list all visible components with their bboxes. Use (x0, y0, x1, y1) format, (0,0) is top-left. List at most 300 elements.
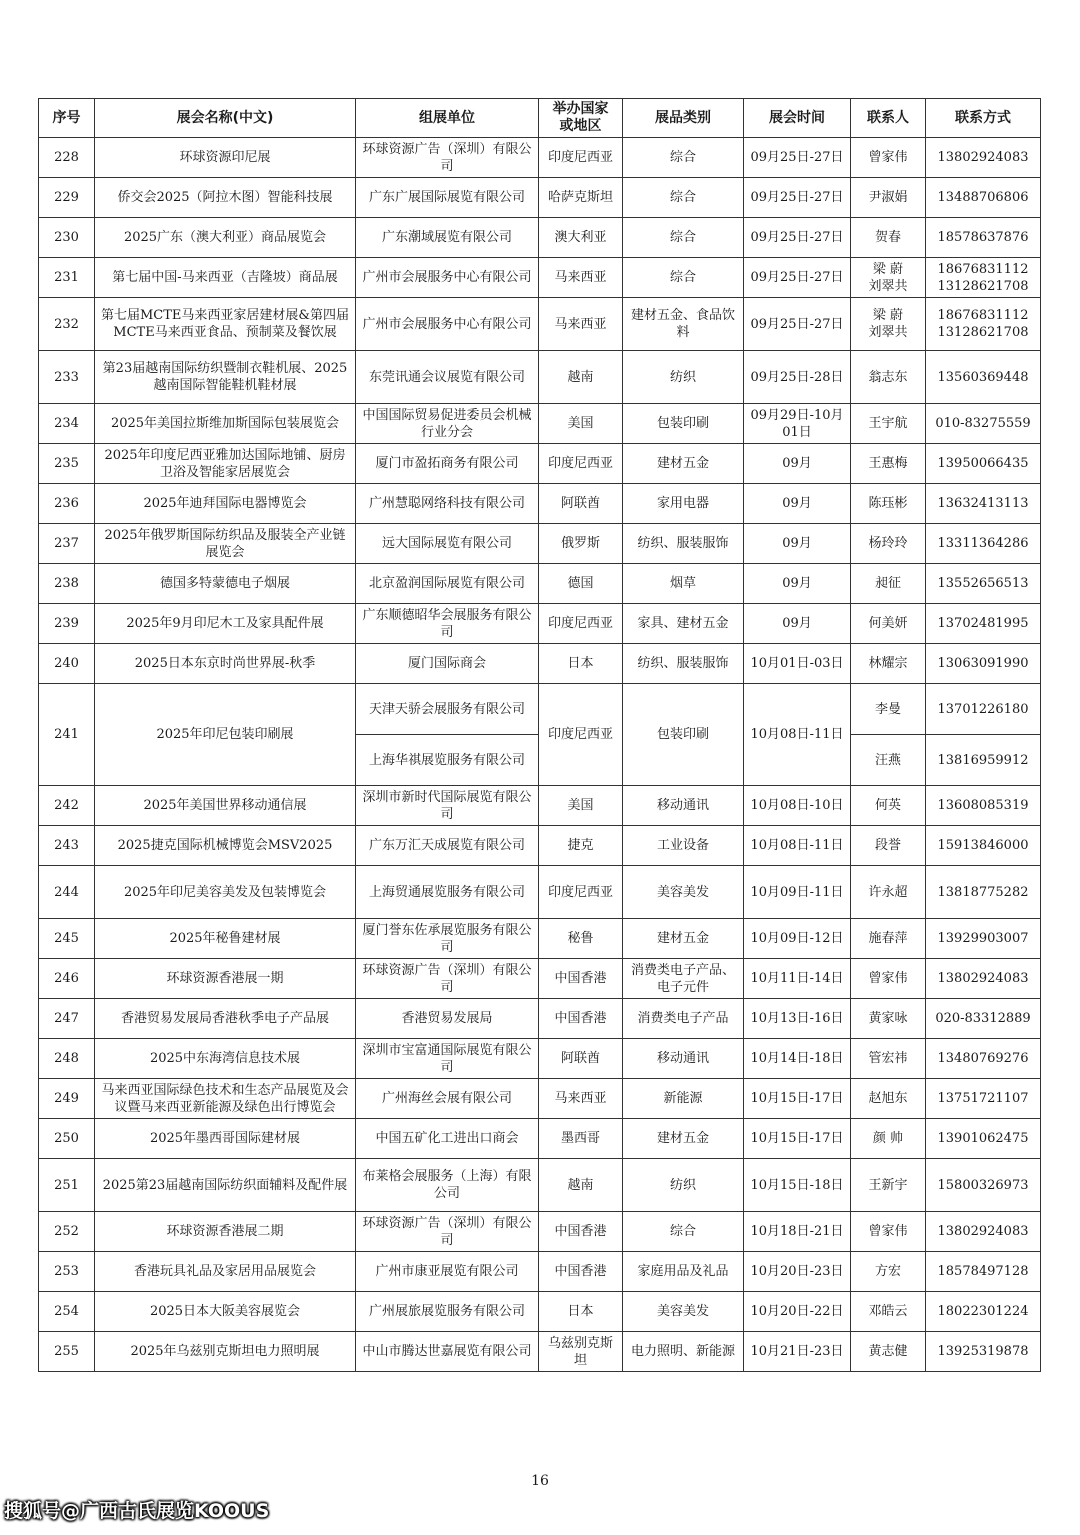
cell-date (744, 959, 851, 999)
cell-date-text: 10月11日-14日 (750, 971, 844, 986)
cell-seq: 244 (39, 866, 95, 919)
cell-country-text: 乌兹别克斯坦 (547, 1335, 613, 1368)
cell-country-text: 日本 (567, 656, 594, 671)
cell-category-text: 纺织、服装服饰 (637, 536, 729, 551)
cell-organizer (356, 1039, 539, 1079)
cell-name-text: 2025年墨西哥国际建材展 (149, 1131, 301, 1146)
cell-contact-text: 施春萍 (868, 931, 908, 946)
cell-country (539, 178, 623, 218)
cell-name (95, 178, 356, 218)
cell-category (623, 786, 744, 826)
cell-category-text: 建材五金 (656, 1131, 709, 1146)
cell-country-text: 越南 (567, 1177, 594, 1193)
cell-category-text: 包装印刷 (656, 727, 709, 742)
cell-country-text: 美国 (567, 416, 594, 431)
cell-phone (926, 444, 1041, 484)
cell-country-text: 马来西亚 (554, 270, 607, 285)
cell-organizer-text: 东莞讯通会议展览有限公司 (368, 369, 525, 385)
cell-date-text: 10月15日-18日 (750, 1177, 844, 1193)
cell-organizer (356, 684, 539, 735)
cell-contact-text: 贺春 (874, 230, 901, 245)
cell-country-text: 日本 (567, 1304, 594, 1319)
cell-phone-2 (926, 735, 1041, 786)
cell-date (744, 444, 851, 484)
cell-seq: 231 (39, 258, 95, 298)
cell-phone-text: 13701226180 (937, 701, 1029, 717)
cell-name-text: 2025捷克国际机械博览会MSV2025 (117, 838, 333, 853)
cell-phone (926, 218, 1041, 258)
table-row (39, 178, 1041, 218)
cell-phone-text: 13802924083 (937, 150, 1029, 165)
cell-country-text: 哈萨克斯坦 (547, 190, 613, 205)
cell-name-text: 香港玩具礼品及家居用品展览会 (133, 1264, 316, 1279)
cell-country-text: 捷克 (567, 838, 594, 853)
cell-seq: 232 (39, 298, 95, 351)
cell-organizer-text: 香港贸易发展局 (401, 1011, 493, 1026)
table-row (39, 604, 1041, 644)
cell-organizer (356, 404, 539, 444)
cell-organizer-text: 广州慧聪网络科技有限公司 (368, 496, 525, 511)
table-row (39, 919, 1041, 959)
cell-country-text: 阿联酋 (560, 496, 600, 511)
cell-contact-text: 王惠梅 (868, 456, 908, 471)
cell-name-text: 2025年俄罗斯国际纺织品及服装全产业链展览会 (104, 527, 346, 560)
table-row (39, 959, 1041, 999)
cell-date-text: 10月08日-11日 (750, 727, 844, 742)
cell-phone-text: 13818775282 (937, 884, 1029, 900)
cell-country (539, 684, 623, 786)
table-row (39, 444, 1041, 484)
cell-date-text: 09月25日-27日 (750, 190, 844, 205)
cell-date (744, 999, 851, 1039)
cell-date-text: 10月08日-11日 (750, 838, 844, 853)
cell-name-text: 2025年印度尼西亚雅加达国际地铺、厨房卫浴及智能家居展览会 (104, 447, 346, 480)
cell-name (95, 564, 356, 604)
cell-category (623, 826, 744, 866)
cell-date (744, 1039, 851, 1079)
cell-name-text: 马来西亚国际绿色技术和生态产品展览及会议暨马来西亚新能源及绿色出行博览会 (101, 1082, 349, 1115)
cell-seq: 243 (39, 826, 95, 866)
cell-country-text: 中国香港 (554, 971, 607, 986)
cell-country (539, 1212, 623, 1252)
header-contact: 联系人 (851, 99, 926, 138)
cell-seq: 233 (39, 351, 95, 404)
cell-date (744, 1079, 851, 1119)
cell-contact-text: 翁志东 (868, 369, 908, 385)
cell-country-text: 马来西亚 (554, 1091, 607, 1106)
cell-date (744, 484, 851, 524)
cell-country-text: 中国香港 (554, 1264, 607, 1279)
cell-category-text: 移动通讯 (656, 798, 709, 813)
cell-country (539, 1079, 623, 1119)
cell-date (744, 1332, 851, 1372)
cell-country (539, 999, 623, 1039)
cell-category-text: 纺织 (669, 1177, 696, 1193)
cell-contact-text: 段誉 (874, 838, 901, 853)
cell-category (623, 444, 744, 484)
table-row (39, 1252, 1041, 1292)
cell-contact (851, 786, 926, 826)
cell-seq: 230 (39, 218, 95, 258)
cell-date (744, 298, 851, 351)
cell-phone-text: 13608085319 (937, 798, 1029, 813)
cell-category-text: 移动通讯 (656, 1051, 709, 1066)
cell-category-text: 建材五金、食品饮料 (630, 308, 735, 340)
cell-contact (851, 1212, 926, 1252)
cell-country (539, 919, 623, 959)
cell-phone-text: 13702481995 (937, 616, 1029, 631)
cell-name-text: 2025日本大阪美容展览会 (149, 1304, 301, 1319)
cell-country (539, 1332, 623, 1372)
cell-name (95, 1252, 356, 1292)
cell-phone (926, 1159, 1041, 1212)
cell-contact-text: 昶征 (874, 576, 901, 591)
cell-name-text: 2025年秘鲁建材展 (169, 931, 281, 946)
cell-category (623, 1332, 744, 1372)
cell-category-text: 综合 (669, 270, 696, 285)
cell-organizer (356, 866, 539, 919)
cell-category (623, 564, 744, 604)
cell-country (539, 564, 623, 604)
cell-organizer-text: 上海贸通展览服务有限公司 (368, 884, 525, 900)
cell-name (95, 351, 356, 404)
header-row (39, 99, 1041, 138)
cell-organizer (356, 258, 539, 298)
cell-date (744, 1212, 851, 1252)
cell-organizer-text: 广东广展国际展览有限公司 (368, 190, 525, 205)
cell-seq: 238 (39, 564, 95, 604)
cell-phone (926, 1039, 1041, 1079)
cell-contact-text: 何英 (874, 798, 901, 813)
cell-organizer (356, 564, 539, 604)
cell-seq: 255 (39, 1332, 95, 1372)
cell-organizer-text: 布莱格会展服务（上海）有限公司 (362, 1169, 532, 1201)
cell-contact (851, 959, 926, 999)
cell-contact (851, 826, 926, 866)
cell-organizer (356, 999, 539, 1039)
cell-organizer (356, 484, 539, 524)
cell-date-text: 10月13日-16日 (750, 1011, 844, 1026)
cell-date-text: 09月 (782, 616, 812, 631)
header-phone: 联系方式 (926, 99, 1041, 138)
cell-phone (926, 258, 1041, 298)
cell-seq: 250 (39, 1119, 95, 1159)
table-row (39, 218, 1041, 258)
cell-country (539, 866, 623, 919)
cell-name (95, 444, 356, 484)
cell-organizer (356, 178, 539, 218)
cell-category (623, 484, 744, 524)
cell-seq: 252 (39, 1212, 95, 1252)
cell-date-text: 09月 (782, 456, 812, 471)
cell-country-text: 马来西亚 (554, 316, 607, 332)
cell-phone-text: 15913846000 (937, 838, 1029, 853)
cell-country (539, 959, 623, 999)
cell-category (623, 1212, 744, 1252)
cell-country-text: 中国香港 (554, 1011, 607, 1026)
cell-name-text: 2025年乌兹别克斯坦电力照明展 (130, 1344, 320, 1359)
cell-contact-text: 方宏 (874, 1264, 901, 1279)
cell-phone-text: 13552656513 (937, 576, 1029, 591)
cell-country (539, 524, 623, 564)
cell-organizer-2-text: 上海华祺展览服务有限公司 (368, 752, 525, 768)
cell-phone (926, 959, 1041, 999)
cell-category-text: 综合 (669, 230, 696, 245)
cell-seq: 251 (39, 1159, 95, 1212)
cell-phone (926, 1292, 1041, 1332)
cell-country-text: 印度尼西亚 (547, 884, 613, 900)
cell-date (744, 1292, 851, 1332)
cell-contact (851, 564, 926, 604)
cell-contact-text: 邓皓云 (868, 1304, 908, 1319)
cell-date-text: 10月15日-17日 (750, 1091, 844, 1106)
cell-contact-2-text: 汪燕 (874, 752, 901, 768)
cell-organizer-text: 广东潮域展览有限公司 (381, 230, 512, 245)
cell-organizer-text: 深圳市新时代国际展览有限公司 (362, 789, 532, 822)
cell-country (539, 218, 623, 258)
cell-organizer-text: 广州海丝会展有限公司 (381, 1091, 512, 1106)
cell-category (623, 1292, 744, 1332)
cell-seq: 249 (39, 1079, 95, 1119)
cell-contact (851, 298, 926, 351)
cell-name-text: 第23届越南国际纺织暨制衣鞋机展、2025越南国际智能鞋机鞋材展 (102, 361, 348, 393)
cell-name-text: 2025年9月印尼木工及家具配件展 (126, 616, 324, 631)
cell-organizer-text: 远大国际展览有限公司 (381, 536, 512, 551)
cell-date (744, 138, 851, 178)
cell-phone-2-text: 13816959912 (937, 752, 1029, 768)
cell-contact (851, 404, 926, 444)
table-row (39, 1292, 1041, 1332)
header-country (539, 99, 623, 138)
cell-phone (926, 1212, 1041, 1252)
cell-name-text: 德国多特蒙德电子烟展 (159, 576, 290, 591)
cell-country (539, 1039, 623, 1079)
cell-organizer (356, 826, 539, 866)
cell-contact (851, 1159, 926, 1212)
cell-name (95, 1119, 356, 1159)
cell-phone (926, 1079, 1041, 1119)
cell-name-text: 2025中东海湾信息技术展 (149, 1051, 301, 1066)
cell-name-text: 第七届MCTE马来西亚家居建材展&第四届MCTE马来西亚食品、预制菜及餐饮展 (101, 308, 349, 340)
cell-contact-2 (851, 735, 926, 786)
cell-date-text: 09月 (782, 536, 812, 551)
cell-category (623, 178, 744, 218)
cell-phone-text: 020-83312889 (935, 1011, 1031, 1026)
cell-country (539, 826, 623, 866)
cell-category (623, 1039, 744, 1079)
cell-country-text: 印度尼西亚 (547, 456, 613, 471)
cell-phone-text: 010-83275559 (935, 416, 1031, 431)
cell-phone-text: 13311364286 (937, 536, 1029, 551)
cell-organizer-text: 中山市腾达世嘉展览有限公司 (362, 1344, 532, 1359)
cell-date-text: 10月20日-23日 (750, 1264, 844, 1279)
cell-contact-text: 林耀宗 (868, 656, 908, 671)
table-row (39, 826, 1041, 866)
cell-organizer-text: 中国国际贸易促进委员会机械行业分会 (362, 407, 532, 440)
cell-contact-text: 颜 帅 (872, 1131, 904, 1146)
cell-contact-text: 杨玲玲 (868, 536, 908, 551)
cell-name-text: 环球资源香港展一期 (166, 971, 284, 986)
cell-phone-text: 13488706806 (937, 190, 1029, 205)
cell-country-text: 墨西哥 (560, 1131, 600, 1146)
cell-category (623, 866, 744, 919)
cell-name-text: 2025广东（澳大利亚）商品展览会 (123, 230, 327, 245)
cell-category (623, 218, 744, 258)
cell-contact-text: 许永超 (868, 884, 908, 900)
cell-contact (851, 444, 926, 484)
cell-phone (926, 919, 1041, 959)
cell-category-text: 消费类电子产品 (637, 1011, 729, 1026)
cell-category-text: 美容美发 (656, 884, 709, 900)
cell-contact (851, 684, 926, 735)
cell-name-text: 2025年迪拜国际电器博览会 (143, 496, 307, 511)
cell-contact-text: 曾家伟 (868, 971, 908, 986)
cell-organizer-text: 广州展旅展览服务有限公司 (368, 1304, 525, 1319)
cell-phone-text: 13560369448 (937, 369, 1029, 385)
cell-contact (851, 1119, 926, 1159)
cell-name (95, 404, 356, 444)
cell-contact (851, 351, 926, 404)
cell-organizer (356, 218, 539, 258)
cell-name (95, 684, 356, 786)
cell-phone (926, 298, 1041, 351)
cell-category-text: 综合 (669, 190, 696, 205)
cell-date-text: 09月25日-27日 (750, 150, 844, 165)
cell-country (539, 444, 623, 484)
cell-organizer (356, 1292, 539, 1332)
cell-seq: 235 (39, 444, 95, 484)
cell-organizer (356, 1212, 539, 1252)
cell-seq: 228 (39, 138, 95, 178)
cell-name-text: 2025年美国世界移动通信展 (143, 798, 307, 813)
cell-phone-text: 13901062475 (937, 1131, 1029, 1146)
table-row (39, 351, 1041, 404)
cell-country (539, 1292, 623, 1332)
cell-organizer-2 (356, 735, 539, 786)
cell-country (539, 1159, 623, 1212)
cell-contact-text: 曾家伟 (868, 150, 908, 165)
header-category: 展品类别 (623, 99, 744, 138)
cell-country (539, 258, 623, 298)
cell-seq: 229 (39, 178, 95, 218)
cell-phone (926, 484, 1041, 524)
cell-country-text: 德国 (567, 576, 594, 591)
cell-category (623, 298, 744, 351)
cell-contact-text: 梁 蔚 刘翠共 (868, 261, 908, 294)
cell-organizer-text: 广州市会展服务中心有限公司 (362, 270, 532, 285)
cell-category (623, 959, 744, 999)
cell-category-text: 综合 (669, 150, 696, 165)
cell-name (95, 484, 356, 524)
cell-country-text: 美国 (567, 798, 594, 813)
cell-contact-text: 黄家咏 (868, 1011, 908, 1026)
cell-phone-text: 18578637876 (937, 230, 1029, 245)
cell-name-text: 环球资源印尼展 (179, 150, 271, 165)
cell-date-text: 09月25日-27日 (750, 230, 844, 245)
cell-seq: 246 (39, 959, 95, 999)
cell-date (744, 826, 851, 866)
cell-phone (926, 999, 1041, 1039)
cell-seq: 240 (39, 644, 95, 684)
cell-organizer (356, 1159, 539, 1212)
cell-phone (926, 1332, 1041, 1372)
cell-date (744, 258, 851, 298)
cell-contact-text: 曾家伟 (868, 1224, 908, 1239)
cell-seq: 241 (39, 684, 95, 786)
cell-category (623, 404, 744, 444)
cell-organizer-text: 广东顺德昭华会展服务有限公司 (362, 607, 532, 640)
cell-organizer-text: 厦门市盈拓商务有限公司 (375, 456, 519, 471)
header-name: 展会名称(中文) (95, 99, 356, 138)
cell-date (744, 1252, 851, 1292)
cell-contact (851, 1039, 926, 1079)
cell-name (95, 138, 356, 178)
cell-name (95, 1332, 356, 1372)
cell-date (744, 1119, 851, 1159)
cell-category (623, 524, 744, 564)
cell-name (95, 524, 356, 564)
cell-date (744, 404, 851, 444)
cell-date (744, 564, 851, 604)
cell-name (95, 298, 356, 351)
table-row (39, 786, 1041, 826)
cell-organizer-text: 环球资源广告（深圳）有限公司 (362, 1215, 532, 1248)
cell-country-text: 阿联酋 (560, 1051, 600, 1066)
cell-category-text: 家用电器 (656, 496, 709, 511)
table-row (39, 684, 1041, 735)
cell-organizer (356, 351, 539, 404)
cell-country-text: 印度尼西亚 (547, 727, 613, 742)
cell-category-text: 美容美发 (656, 1304, 709, 1319)
cell-phone (926, 644, 1041, 684)
table-row (39, 564, 1041, 604)
cell-contact (851, 999, 926, 1039)
cell-date-text: 09月25日-27日 (750, 270, 844, 285)
cell-contact-text: 陈珏彬 (868, 496, 908, 511)
cell-contact (851, 604, 926, 644)
cell-country-text: 中国香港 (554, 1224, 607, 1239)
cell-date (744, 524, 851, 564)
cell-contact-text: 李曼 (874, 701, 901, 717)
table-row (39, 644, 1041, 684)
cell-organizer-text: 天津天骄会展服务有限公司 (368, 701, 525, 717)
cell-phone (926, 786, 1041, 826)
cell-name (95, 644, 356, 684)
cell-date (744, 1159, 851, 1212)
header-country-label: 举办国家 或地区 (552, 101, 609, 134)
cell-organizer (356, 524, 539, 564)
cell-name-text: 侨交会2025（阿拉木图）智能科技展 (117, 190, 333, 205)
cell-name-text: 香港贸易发展局香港秋季电子产品展 (120, 1011, 329, 1026)
cell-organizer-text: 环球资源广告（深圳）有限公司 (362, 141, 532, 174)
cell-category-text: 纺织 (669, 369, 696, 385)
cell-seq: 242 (39, 786, 95, 826)
cell-date (744, 604, 851, 644)
cell-seq: 247 (39, 999, 95, 1039)
cell-organizer (356, 444, 539, 484)
cell-organizer-text: 广州市会展服务中心有限公司 (362, 316, 532, 332)
cell-organizer-text: 深圳市宝富通国际展览有限公司 (362, 1042, 532, 1075)
cell-country (539, 604, 623, 644)
table-row (39, 258, 1041, 298)
cell-phone-text: 13802924083 (937, 971, 1029, 986)
cell-name (95, 1079, 356, 1119)
cell-category (623, 258, 744, 298)
cell-seq: 237 (39, 524, 95, 564)
cell-organizer (356, 1252, 539, 1292)
cell-name (95, 999, 356, 1039)
table-row (39, 524, 1041, 564)
